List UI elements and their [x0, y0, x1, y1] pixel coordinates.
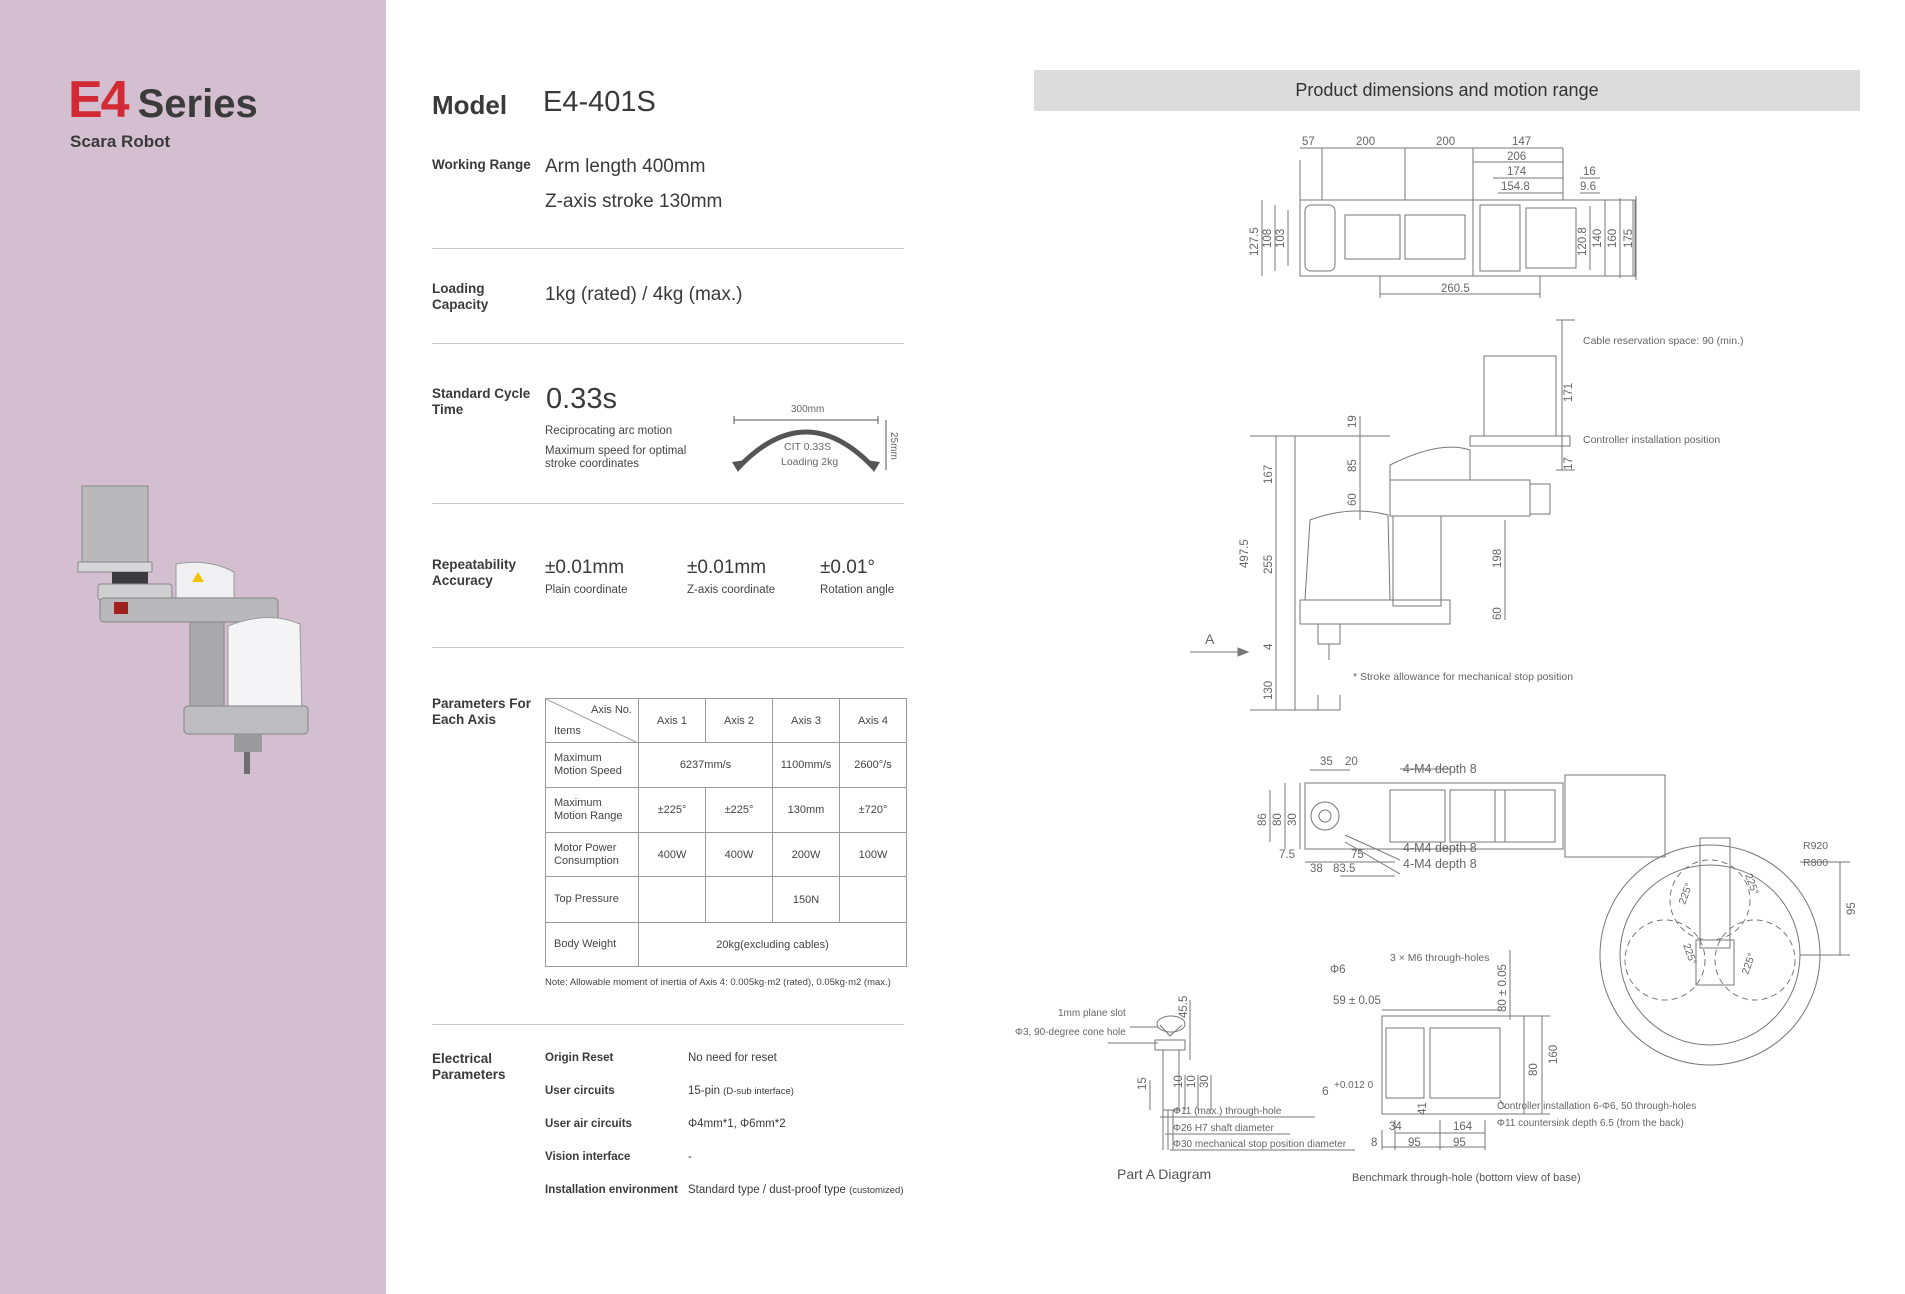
- divider: [432, 1024, 904, 1025]
- dimension-drawings: [1000, 120, 1900, 1200]
- el-value-main: -: [688, 1151, 692, 1163]
- dim-side-497-5: 497.5: [1239, 539, 1251, 568]
- row-label: Motor Power Consumption: [546, 833, 639, 877]
- dim-base-83-5: 83.5: [1333, 863, 1356, 875]
- dim-range-95: 95: [1846, 902, 1858, 915]
- series-code: E4: [68, 71, 128, 129]
- dim-side-85: 85: [1347, 459, 1359, 472]
- dim-b-34: 34: [1389, 1121, 1402, 1133]
- working-range-label: Working Range: [432, 157, 531, 172]
- dim-base-30: 30: [1287, 813, 1299, 826]
- dim-top-140: 140: [1592, 228, 1604, 248]
- ctrl-note1: Controller installation 6-Φ6, 50 through-holes: [1497, 1101, 1697, 1112]
- table-row: [546, 923, 907, 967]
- series-word: Series: [137, 82, 258, 126]
- axis-header: Axis 3: [773, 699, 840, 743]
- divider: [432, 248, 904, 249]
- loading-capacity-label: Loading Capacity: [432, 281, 489, 312]
- model-value: E4-401S: [543, 86, 656, 118]
- dim-b-tol: +0.012 0: [1334, 1080, 1374, 1091]
- angle-225-4: 225°: [1739, 951, 1759, 977]
- hole-11: Φ11 (max.) through-hole: [1173, 1106, 1282, 1117]
- repeatability-label: Repeatability Accuracy: [432, 557, 517, 588]
- dim-top-108: 108: [1262, 228, 1274, 248]
- m6-holes: 3 × M6 through-holes: [1390, 952, 1490, 964]
- dim-b-80: 80: [1528, 1063, 1540, 1076]
- el-value: [688, 1184, 903, 1196]
- series-title: [68, 70, 258, 130]
- corner-axis-no: Axis No.: [591, 704, 632, 716]
- dim-base-38: 38: [1310, 863, 1323, 875]
- dim-base-35: 35: [1320, 756, 1333, 768]
- controller-note: Controller installation position: [1583, 434, 1721, 446]
- dim-top-147: 147: [1512, 136, 1532, 148]
- dim-a-10a: 10: [1173, 1075, 1185, 1088]
- dim-a-10b: 10: [1186, 1075, 1198, 1088]
- dim-side-17: 17: [1563, 457, 1575, 470]
- rep-value-plain: ±0.01mm: [545, 557, 625, 578]
- ctrl-note2: Φ11 countersink depth 6.5 (from the back): [1497, 1118, 1684, 1129]
- cycle-arc-diagram: [728, 400, 908, 480]
- diagram-loading: Loading 2kg: [781, 456, 839, 468]
- dim-b-41: 41: [1417, 1102, 1429, 1115]
- cell: 200W: [773, 833, 840, 877]
- el-key: Installation environment: [545, 1184, 678, 1196]
- cycle-desc3: stroke coordinates: [545, 458, 639, 470]
- cycle-time-value: 0.33s: [546, 383, 617, 415]
- divider: [432, 503, 904, 504]
- corner-items: Items: [554, 725, 581, 737]
- rep-label-plain: Plain coordinate: [545, 584, 628, 596]
- cell: 130mm: [773, 788, 840, 833]
- cell: 6237mm/s: [639, 743, 773, 788]
- cell: 150N: [773, 877, 840, 923]
- table-row: [546, 743, 907, 788]
- cell: ±225°: [706, 788, 773, 833]
- el-value-main: Φ4mm*1, Φ6mm*2: [688, 1118, 786, 1130]
- dim-b-6: 6: [1322, 1084, 1329, 1098]
- dim-top-174: 174: [1507, 166, 1527, 178]
- cell: [639, 877, 706, 923]
- angle-225-1: 225°: [1676, 881, 1696, 907]
- dim-side-19: 19: [1347, 415, 1359, 428]
- dim-top-16: 16: [1583, 166, 1596, 178]
- plane-slot: 1mm plane slot: [1058, 1008, 1126, 1019]
- stop-30: Φ30 mechanical stop position diameter: [1173, 1139, 1347, 1150]
- dim-b-8: 8: [1371, 1137, 1378, 1149]
- dim-b-80-05: 80 ± 0.05: [1497, 964, 1509, 1012]
- loading-capacity-value: 1kg (rated) / 4kg (max.): [545, 284, 743, 305]
- cell: 100W: [840, 833, 907, 877]
- dim-side-255: 255: [1263, 554, 1275, 574]
- cell: 2600°/s: [840, 743, 907, 788]
- cycle-desc2: Maximum speed for optimal: [545, 445, 687, 457]
- rep-value-rotation: ±0.01°: [820, 557, 876, 578]
- el-value-main: Standard type / dust-proof type: [688, 1184, 846, 1196]
- rep-value-z: ±0.01mm: [687, 557, 767, 578]
- dim-top-127-5: 127.5: [1249, 227, 1261, 256]
- dim-side-198: 198: [1492, 548, 1504, 568]
- table-row: [546, 877, 907, 923]
- cable-note: Cable reservation space: 90 (min.): [1583, 335, 1744, 347]
- cell: [840, 877, 907, 923]
- el-value-main: No need for reset: [688, 1052, 777, 1064]
- dim-top-120-8: 120.8: [1577, 227, 1589, 256]
- axis-parameter-table: [545, 698, 907, 967]
- axis-header: Axis 2: [706, 699, 773, 743]
- row-label: Maximum Motion Range: [546, 788, 639, 833]
- stroke-note: * Stroke allowance for mechanical stop position: [1353, 671, 1574, 683]
- shaft-26: Φ26 H7 shaft diameter: [1173, 1123, 1274, 1134]
- el-key: Vision interface: [545, 1151, 631, 1163]
- cell: 20kg(excluding cables): [639, 923, 907, 967]
- diagram-width: 300mm: [791, 404, 825, 415]
- el-value-extra: (customized): [849, 1185, 904, 1196]
- dim-top-260-5: 260.5: [1441, 283, 1470, 295]
- dim-a-15: 15: [1137, 1077, 1149, 1090]
- phi6: Φ6: [1330, 964, 1346, 976]
- el-value: [688, 1151, 692, 1163]
- part-a-caption: Part A Diagram: [1117, 1166, 1212, 1182]
- dim-top-160: 160: [1607, 228, 1619, 248]
- angle-225-3: 225°: [1680, 941, 1699, 967]
- parameters-label: Parameters For Each Axis: [432, 696, 532, 727]
- marker-a: A: [1205, 631, 1215, 647]
- electrical-label: Electrical Parameters: [432, 1051, 506, 1082]
- axis-header: Axis 4: [840, 699, 907, 743]
- r920: R920: [1803, 840, 1829, 852]
- cell: [706, 877, 773, 923]
- m4-top: 4-M4 depth 8: [1403, 762, 1477, 776]
- rep-label-z: Z-axis coordinate: [687, 584, 776, 596]
- cell: 1100mm/s: [773, 743, 840, 788]
- dim-side-4: 4: [1263, 643, 1275, 650]
- el-value-extra: (D-sub interface): [723, 1086, 794, 1097]
- row-label: Top Pressure: [546, 877, 639, 923]
- el-value: [688, 1085, 794, 1097]
- dim-top-57: 57: [1302, 136, 1315, 148]
- m4-bot: 4-M4 depth 8: [1403, 857, 1477, 871]
- el-value-main: 15-pin: [688, 1085, 720, 1097]
- table-row: [546, 788, 907, 833]
- el-key: User air circuits: [545, 1118, 632, 1130]
- dim-top-103: 103: [1275, 228, 1287, 248]
- model-label: Model: [432, 90, 508, 120]
- cone-hole: Φ3, 90-degree cone hole: [1015, 1027, 1126, 1038]
- dim-side-60b: 60: [1492, 607, 1504, 620]
- dim-a-30: 30: [1199, 1075, 1211, 1088]
- table-corner: [546, 699, 639, 743]
- cell: ±225°: [639, 788, 706, 833]
- series-subtitle: Scara Robot: [70, 132, 171, 151]
- el-value: [688, 1118, 786, 1130]
- arm-length: Arm length 400mm: [545, 156, 706, 177]
- dim-base-20: 20: [1345, 756, 1358, 768]
- dim-top-9-6: 9.6: [1580, 181, 1596, 193]
- dim-b-59: 59 ± 0.05: [1333, 995, 1381, 1007]
- rep-label-rotation: Rotation angle: [820, 584, 895, 596]
- dim-top-200b: 200: [1436, 136, 1456, 148]
- robot-illustration: [68, 478, 338, 778]
- table-row: [546, 833, 907, 877]
- row-label: Maximum Motion Speed: [546, 743, 639, 788]
- dim-side-130: 130: [1263, 680, 1275, 700]
- cycle-time-label: Standard Cycle Time: [432, 386, 531, 417]
- dim-top-175: 175: [1623, 228, 1635, 248]
- dim-top-200a: 200: [1356, 136, 1376, 148]
- row-label: Body Weight: [546, 923, 639, 967]
- divider: [432, 647, 904, 648]
- dim-top-154-8: 154.8: [1501, 181, 1530, 193]
- dimensions-banner: Product dimensions and motion range: [1034, 70, 1860, 111]
- cell: ±720°: [840, 788, 907, 833]
- cycle-desc1: Reciprocating arc motion: [545, 425, 673, 437]
- r800: R800: [1803, 857, 1829, 869]
- dim-b-164: 164: [1453, 1121, 1473, 1133]
- dim-top-206: 206: [1507, 151, 1527, 163]
- dim-base-80: 80: [1272, 813, 1284, 826]
- z-stroke: Z-axis stroke 130mm: [545, 191, 723, 212]
- dim-side-60a: 60: [1347, 493, 1359, 506]
- dim-base-7-5: 7.5: [1279, 849, 1295, 861]
- dim-b-95b: 95: [1453, 1137, 1466, 1149]
- dim-b-160: 160: [1548, 1044, 1560, 1064]
- dim-side-171: 171: [1563, 382, 1575, 402]
- angle-225-2: 225°: [1742, 871, 1761, 897]
- axis-header: Axis 1: [639, 699, 706, 743]
- dim-a-45-5: 45.5: [1178, 995, 1190, 1018]
- dim-base-75: 75: [1351, 849, 1364, 861]
- el-key: Origin Reset: [545, 1052, 614, 1064]
- cell: 400W: [639, 833, 706, 877]
- el-key: User circuits: [545, 1085, 615, 1097]
- divider: [432, 343, 904, 344]
- cell: 400W: [706, 833, 773, 877]
- dim-base-86: 86: [1257, 813, 1269, 826]
- diagram-height: 25mm: [888, 432, 899, 460]
- inertia-note: Note: Allowable moment of inertia of Axis 4: 0.005kg·m2 (rated), 0.05kg·m2 (max.): [545, 977, 891, 988]
- bottom-base-caption: Benchmark through-hole (bottom view of base): [1352, 1172, 1581, 1184]
- m4-mid: 4-M4 depth 8: [1403, 841, 1477, 855]
- dim-side-167: 167: [1263, 464, 1275, 484]
- dim-b-95a: 95: [1408, 1137, 1421, 1149]
- diagram-cit: CIT 0.33S: [784, 441, 832, 453]
- el-value: [688, 1052, 777, 1064]
